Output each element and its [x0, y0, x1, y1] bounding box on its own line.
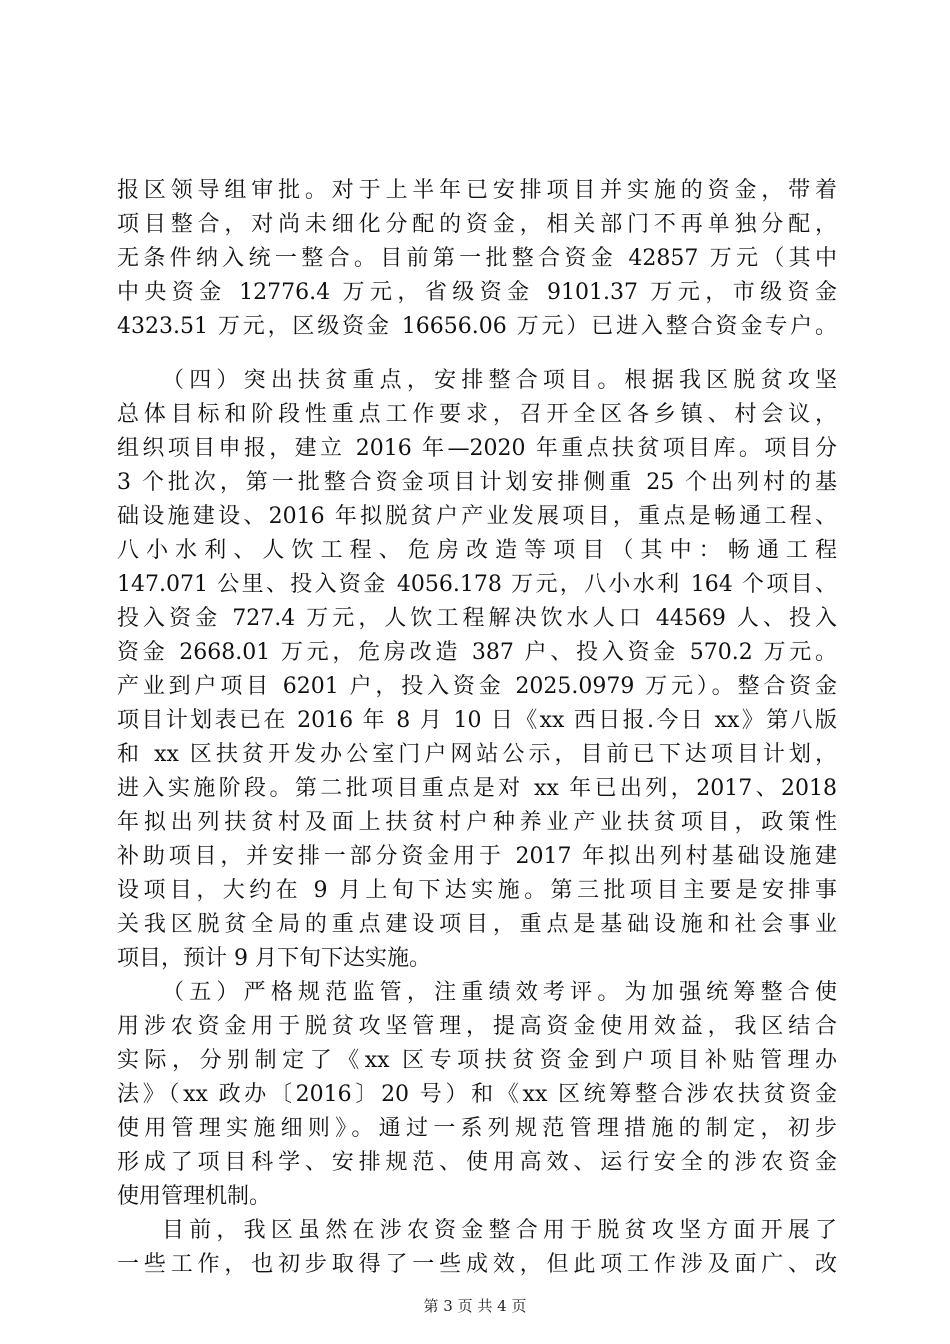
body-line: 和 xx 区扶贫开发办公室门户网站公示，目前已下达项目计划， [117, 742, 837, 767]
body-line: 资金 2668.01 万元，危房改造 387 户、投入资金 570.2 万元。 [117, 640, 837, 665]
body-line: 进入实施阶段。第二批项目重点是对 xx 年已出列，2017、2018 [117, 776, 837, 801]
paragraph-four-first-line: （四）突出扶贫重点，安排整合项目。根据我区脱贫攻坚 [162, 368, 837, 393]
body-line: 无条件纳入统一整合。目前第一批整合资金 42857 万元（其中 [117, 246, 837, 271]
body-line: 项目，预计 9 月下旬下达实施。 [117, 946, 431, 971]
body-line: 础设施建设、2016 年拟脱贫户产业发展项目，重点是畅通工程、 [117, 504, 837, 529]
body-line: 用涉农资金用于脱贫攻坚管理，提高资金使用效益，我区结合 [117, 1014, 837, 1039]
body-line: 4323.51 万元，区级资金 16656.06 万元）已进入整合资金专户。 [117, 314, 837, 339]
body-line: 使用管理机制。 [117, 1184, 272, 1209]
body-line: 投入资金 727.4 万元，人饮工程解决饮水人口 44569 人、投入 [117, 606, 837, 631]
body-line: 设项目，大约在 9 月上旬下达实施。第三批项目主要是安排事 [117, 878, 837, 903]
body-line: 产业到户项目 6201 户，投入资金 2025.0979 万元）。整合资金 [117, 674, 837, 699]
body-line: 组织项目申报，建立 2016 年—2020 年重点扶贫项目库。项目分 [117, 436, 837, 461]
body-line: 八小水利、人饮工程、危房改造等项目（其中：畅通工程 [117, 538, 837, 563]
body-line: 一些工作，也初步取得了一些成效，但此项工作涉及面广、改 [117, 1252, 837, 1277]
body-line: 中央资金 12776.4 万元，省级资金 9101.37 万元，市级资金 [117, 280, 837, 305]
closing-paragraph-first-line: 目前，我区虽然在涉农资金整合用于脱贫攻坚方面开展了 [162, 1218, 837, 1243]
body-line: 3 个批次，第一批整合资金项目计划安排侧重 25 个出列村的基 [117, 470, 837, 495]
paragraph-five-first-line: （五）严格规范监管，注重绩效考评。为加强统筹整合使 [162, 980, 837, 1005]
body-line: 项目整合，对尚未细化分配的资金，相关部门不再单独分配， [117, 212, 837, 237]
body-line: 147.071 公里、投入资金 4056.178 万元，八小水利 164 个项目、 [117, 572, 837, 597]
body-line: 项目计划表已在 2016 年 8 月 10 日《xx 西日报.今日 xx》第八版 [117, 708, 837, 733]
body-line: 补助项目，并安排一部分资金用于 2017 年拟出列村基础设施建 [117, 844, 837, 869]
body-line: 实际，分别制定了《xx 区专项扶贫资金到户项目补贴管理办 [117, 1048, 837, 1073]
body-line: 使用管理实施细则》。通过一系列规范管理措施的制定，初步 [117, 1116, 837, 1141]
body-line: 关我区脱贫全局的重点建设项目，重点是基础设施和社会事业 [117, 912, 837, 937]
page-number-footer: 第 3 页 共 4 页 [423, 1297, 527, 1315]
body-line: 法》（xx 政办〔2016〕20 号）和《xx 区统筹整合涉农扶贫资金 [117, 1082, 837, 1107]
body-line: 年拟出列扶贫村及面上扶贫村户种养业产业扶贫项目，政策性 [117, 810, 837, 835]
body-line: 报区领导组审批。对于上半年已安排项目并实施的资金，带着 [117, 178, 837, 203]
body-line: 形成了项目科学、安排规范、使用高效、运行安全的涉农资金 [117, 1150, 837, 1175]
body-line: 总体目标和阶段性重点工作要求，召开全区各乡镇、村会议， [117, 402, 837, 427]
